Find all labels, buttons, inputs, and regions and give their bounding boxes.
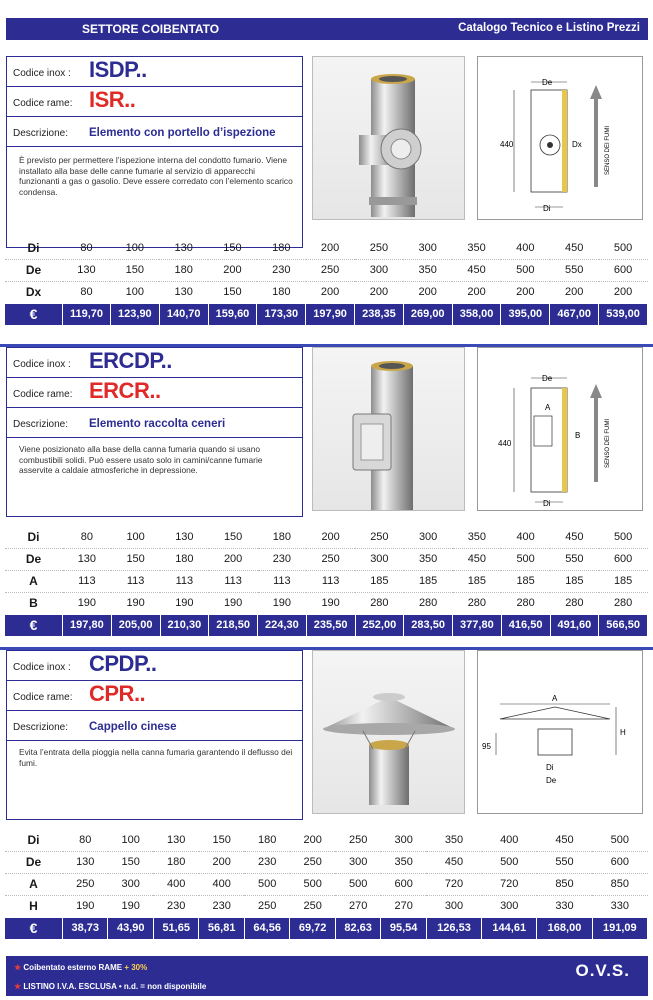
page-header xyxy=(6,18,648,40)
table-cell: 600 xyxy=(592,851,647,873)
inox-code-label: Codice inox : xyxy=(13,68,71,79)
table-cell: 200 xyxy=(209,548,258,570)
product-name: Elemento con portello d’ispezione xyxy=(89,127,276,139)
rame-code-value: ERCR.. xyxy=(89,378,161,403)
table-cell: 400 xyxy=(501,237,550,259)
table-cell: 80 xyxy=(63,829,108,851)
price-row xyxy=(5,614,648,636)
h-label: H xyxy=(620,728,626,737)
table-cell: 150 xyxy=(208,237,257,259)
di-label: Di xyxy=(543,499,551,508)
coibentato-surcharge: + 30% xyxy=(124,963,148,972)
dx-label: Dx xyxy=(572,140,582,149)
table-cell: 130 xyxy=(159,281,208,303)
description-row xyxy=(7,117,302,147)
table-cell: 230 xyxy=(244,851,289,873)
star-icon: ★ xyxy=(14,963,22,972)
table-cell: 300 xyxy=(426,895,481,917)
table-cell: 80 xyxy=(63,281,111,303)
table-cell: 350 xyxy=(381,851,426,873)
table-cell: 144,61 xyxy=(482,917,537,939)
technical-drawing-ercdp xyxy=(477,347,643,511)
dimension-row xyxy=(5,570,648,592)
table-cell: 250 xyxy=(355,237,404,259)
table-cell: 200 xyxy=(452,281,501,303)
dimension-row xyxy=(5,548,648,570)
dimension-row xyxy=(5,895,648,917)
inox-code-label: Codice inox : xyxy=(13,359,71,370)
table-cell: 850 xyxy=(592,873,647,895)
inox-code-label: Codice inox : xyxy=(13,662,71,673)
table-cell: 250 xyxy=(306,259,355,281)
table-cell: 190 xyxy=(63,895,108,917)
table-cell: 300 xyxy=(482,895,537,917)
table-cell: 150 xyxy=(111,548,160,570)
row-label: Di xyxy=(5,237,63,259)
rame-code-label: Codice rame: xyxy=(13,692,73,703)
di-label: Di xyxy=(543,204,551,213)
table-cell: 250 xyxy=(244,895,289,917)
table-cell: 400 xyxy=(153,873,198,895)
page-footer xyxy=(6,956,648,996)
rame-code-value: ISR.. xyxy=(89,87,136,112)
smoke-direction-label: SENSO DEI FUMI xyxy=(605,125,611,175)
table-cell: 395,00 xyxy=(501,303,550,325)
table-cell: 450 xyxy=(426,851,481,873)
table-cell: 100 xyxy=(110,281,159,303)
table-cell: 350 xyxy=(453,526,502,548)
table-cell: 467,00 xyxy=(550,303,599,325)
price-table-cpdp xyxy=(4,829,648,940)
table-cell: 450 xyxy=(550,237,599,259)
description-label: Descrizione: xyxy=(13,419,69,430)
table-cell: 185 xyxy=(404,570,453,592)
table-cell: 200 xyxy=(599,281,648,303)
table-cell: 197,90 xyxy=(306,303,355,325)
table-cell: 80 xyxy=(63,526,112,548)
table-cell: 123,90 xyxy=(110,303,159,325)
table-cell: 113 xyxy=(111,570,160,592)
table-cell: 56,81 xyxy=(199,917,244,939)
table-cell: 130 xyxy=(153,829,198,851)
table-cell: 491,60 xyxy=(550,614,599,636)
table-cell: 300 xyxy=(108,873,153,895)
dimension-row xyxy=(5,829,648,851)
table-cell: 235,50 xyxy=(306,614,355,636)
table-cell: 100 xyxy=(111,526,160,548)
table-cell: 180 xyxy=(153,851,198,873)
table-cell: 180 xyxy=(257,281,306,303)
product-description: Evita l’entrata della pioggia nella canna fumaria garantendo il deflusso dei fumi. xyxy=(19,747,293,768)
price-row xyxy=(5,917,648,939)
table-cell: 200 xyxy=(199,851,244,873)
table-cell: 100 xyxy=(108,829,153,851)
table-cell: 119,70 xyxy=(63,303,111,325)
table-cell: 250 xyxy=(306,548,355,570)
table-cell: 566,50 xyxy=(599,614,648,636)
table-cell: 300 xyxy=(355,259,404,281)
table-cell: 400 xyxy=(199,873,244,895)
table-cell: 113 xyxy=(63,570,112,592)
inox-code-value: ERCDP.. xyxy=(89,348,172,373)
row-label: A xyxy=(5,873,63,895)
table-cell: 350 xyxy=(452,237,501,259)
di-label: Di xyxy=(546,763,554,772)
table-cell: 191,09 xyxy=(592,917,647,939)
table-cell: 185 xyxy=(599,570,648,592)
table-cell: 720 xyxy=(426,873,481,895)
inox-code-row xyxy=(7,57,302,87)
dimension-row xyxy=(5,237,648,259)
table-cell: 400 xyxy=(482,829,537,851)
description-label: Descrizione: xyxy=(13,722,69,733)
description-row xyxy=(7,711,302,741)
product-codes-cpdp xyxy=(6,650,303,820)
table-cell: 200 xyxy=(550,281,599,303)
table-cell: 210,30 xyxy=(160,614,209,636)
table-cell: 185 xyxy=(550,570,599,592)
table-cell: 500 xyxy=(501,259,550,281)
a-label: A xyxy=(552,694,558,703)
listino-text: LISTINO I.V.A. ESCLUSA xyxy=(23,982,117,991)
table-cell: 190 xyxy=(160,592,209,614)
dimension-row xyxy=(5,526,648,548)
product-photo-cpdp xyxy=(312,650,465,814)
table-cell: 218,50 xyxy=(209,614,258,636)
table-cell: 500 xyxy=(501,548,550,570)
table-cell: 300 xyxy=(403,237,452,259)
table-cell: 95,54 xyxy=(381,917,426,939)
row-label: € xyxy=(5,303,63,325)
table-cell: 130 xyxy=(63,548,112,570)
inox-code-row xyxy=(7,348,302,378)
de-label: De xyxy=(546,776,557,785)
table-cell: 350 xyxy=(404,548,453,570)
rame-code-row xyxy=(7,681,302,711)
table-cell: 190 xyxy=(63,592,112,614)
table-cell: 126,53 xyxy=(426,917,481,939)
table-cell: 80 xyxy=(63,237,111,259)
table-cell: 197,80 xyxy=(63,614,112,636)
table-cell: 200 xyxy=(306,237,355,259)
rame-code-label: Codice rame: xyxy=(13,98,73,109)
dimension-row xyxy=(5,873,648,895)
row-label: A xyxy=(5,570,63,592)
table-cell: 350 xyxy=(403,259,452,281)
table-cell: 51,65 xyxy=(153,917,198,939)
table-cell: 190 xyxy=(108,895,153,917)
table-cell: 252,00 xyxy=(355,614,404,636)
table-cell: 130 xyxy=(63,851,108,873)
table-cell: 180 xyxy=(258,526,307,548)
table-cell: 200 xyxy=(355,281,404,303)
row-label: B xyxy=(5,592,63,614)
table-cell: 270 xyxy=(381,895,426,917)
rame-code-value: CPR.. xyxy=(89,681,146,706)
table-cell: 450 xyxy=(453,548,502,570)
table-cell: 180 xyxy=(257,237,306,259)
b-label: B xyxy=(575,431,581,440)
product-description: È previsto per permettere l’ispezione interna del condotto fumario. Viene installato alla base delle canne fumarie al servizio di apparecchi funzionanti a gas o gasolio. Deve essere corredato con l’elemento scarico condensa. xyxy=(19,155,293,197)
table-cell: 500 xyxy=(599,237,648,259)
table-cell: 250 xyxy=(63,873,108,895)
table-cell: 200 xyxy=(290,829,335,851)
table-cell: 130 xyxy=(159,237,208,259)
table-cell: 150 xyxy=(208,281,257,303)
row-label: H xyxy=(5,895,63,917)
sector-title: SETTORE COIBENTATO xyxy=(82,22,220,36)
table-cell: 230 xyxy=(153,895,198,917)
table-cell: 38,73 xyxy=(63,917,108,939)
table-cell: 190 xyxy=(111,592,160,614)
table-cell: 159,60 xyxy=(208,303,257,325)
table-cell: 150 xyxy=(209,526,258,548)
product-photo-isdp xyxy=(312,56,465,220)
product-description: Viene posizionato alla base della canna fumaria quando si usano combustibili solidi. Può essere usato solo in camini/canne fumarie asservite a caldaie atmosferiche in depressione. xyxy=(19,444,263,476)
table-cell: 280 xyxy=(501,592,550,614)
table-cell: 550 xyxy=(550,548,599,570)
table-cell: 82,63 xyxy=(335,917,380,939)
table-cell: 330 xyxy=(592,895,647,917)
table-cell: 330 xyxy=(537,895,592,917)
table-cell: 150 xyxy=(110,259,159,281)
inox-code-value: CPDP.. xyxy=(89,651,157,676)
row-label: € xyxy=(5,614,63,636)
inox-code-row xyxy=(7,651,302,681)
table-cell: 150 xyxy=(199,829,244,851)
technical-drawing-cpdp xyxy=(477,650,643,814)
table-cell: 113 xyxy=(306,570,355,592)
table-cell: 500 xyxy=(482,851,537,873)
row-label: Di xyxy=(5,526,63,548)
table-cell: 283,50 xyxy=(404,614,453,636)
table-cell: 238,35 xyxy=(355,303,404,325)
table-cell: 113 xyxy=(258,570,307,592)
inox-code-value: ISDP.. xyxy=(89,57,147,82)
row-label: De xyxy=(5,259,63,281)
table-cell: 100 xyxy=(110,237,159,259)
table-cell: 550 xyxy=(537,851,592,873)
height-label: 440 xyxy=(500,140,514,149)
coibentato-text: Coibentato esterno RAME xyxy=(23,963,123,972)
table-cell: 190 xyxy=(209,592,258,614)
table-cell: 205,00 xyxy=(111,614,160,636)
price-row xyxy=(5,303,648,325)
table-cell: 185 xyxy=(501,570,550,592)
table-cell: 200 xyxy=(306,281,355,303)
table-cell: 450 xyxy=(550,526,599,548)
row-label: De xyxy=(5,851,63,873)
table-cell: 280 xyxy=(404,592,453,614)
star-icon: ★ xyxy=(14,982,22,991)
brand-logo: O.V.S. xyxy=(575,961,630,980)
table-cell: 500 xyxy=(335,873,380,895)
table-cell: 300 xyxy=(381,829,426,851)
table-cell: 140,70 xyxy=(159,303,208,325)
rame-code-row xyxy=(7,378,302,408)
table-cell: 250 xyxy=(290,851,335,873)
table-cell: 130 xyxy=(160,526,209,548)
table-cell: 250 xyxy=(335,829,380,851)
catalog-title: Catalogo Tecnico e Listino Prezzi xyxy=(458,22,640,34)
table-cell: 300 xyxy=(335,851,380,873)
table-cell: 190 xyxy=(306,592,355,614)
product-name: Elemento raccolta ceneri xyxy=(89,418,226,430)
dimension-row xyxy=(5,851,648,873)
table-cell: 224,30 xyxy=(258,614,307,636)
a-label: A xyxy=(545,403,551,412)
dimension-row xyxy=(5,259,648,281)
table-cell: 600 xyxy=(599,259,648,281)
technical-drawing-isdp xyxy=(477,56,643,220)
rame-code-label: Codice rame: xyxy=(13,389,73,400)
table-cell: 168,00 xyxy=(537,917,592,939)
table-cell: 180 xyxy=(159,259,208,281)
table-cell: 500 xyxy=(592,829,647,851)
table-cell: 185 xyxy=(453,570,502,592)
description-label: Descrizione: xyxy=(13,128,69,139)
table-cell: 500 xyxy=(599,526,648,548)
table-cell: 720 xyxy=(482,873,537,895)
table-cell: 200 xyxy=(208,259,257,281)
table-cell: 64,56 xyxy=(244,917,289,939)
table-cell: 180 xyxy=(160,548,209,570)
table-cell: 450 xyxy=(452,259,501,281)
table-cell: 300 xyxy=(404,526,453,548)
de-label: De xyxy=(542,374,553,383)
coibentato-note xyxy=(14,963,147,972)
product-name: Cappello cinese xyxy=(89,721,177,733)
nd-text: • n.d. = non disponibile xyxy=(118,982,207,991)
table-cell: 113 xyxy=(209,570,258,592)
listino-note xyxy=(14,982,206,991)
table-cell: 500 xyxy=(244,873,289,895)
table-cell: 280 xyxy=(453,592,502,614)
table-cell: 173,30 xyxy=(257,303,306,325)
table-cell: 269,00 xyxy=(403,303,452,325)
table-cell: 185 xyxy=(355,570,404,592)
table-cell: 600 xyxy=(381,873,426,895)
table-cell: 200 xyxy=(306,526,355,548)
table-cell: 230 xyxy=(257,259,306,281)
table-cell: 69,72 xyxy=(290,917,335,939)
table-cell: 200 xyxy=(501,281,550,303)
table-cell: 113 xyxy=(160,570,209,592)
table-cell: 850 xyxy=(537,873,592,895)
table-cell: 280 xyxy=(355,592,404,614)
table-cell: 230 xyxy=(258,548,307,570)
rame-code-row xyxy=(7,87,302,117)
table-cell: 539,00 xyxy=(599,303,648,325)
price-table-isdp xyxy=(4,237,648,326)
table-cell: 500 xyxy=(290,873,335,895)
row-label: Dx xyxy=(5,281,63,303)
row-label: De xyxy=(5,548,63,570)
height-95-label: 95 xyxy=(482,742,491,751)
table-cell: 280 xyxy=(599,592,648,614)
table-cell: 450 xyxy=(537,829,592,851)
table-cell: 358,00 xyxy=(452,303,501,325)
smoke-direction-label: SENSO DEI FUMI xyxy=(605,418,611,468)
product-codes-ercdp xyxy=(6,347,303,517)
product-codes-isdp xyxy=(6,56,303,248)
table-cell: 43,90 xyxy=(108,917,153,939)
description-row xyxy=(7,408,302,438)
dimension-row xyxy=(5,281,648,303)
table-cell: 130 xyxy=(63,259,111,281)
dimension-row xyxy=(5,592,648,614)
table-cell: 230 xyxy=(199,895,244,917)
table-cell: 150 xyxy=(108,851,153,873)
table-cell: 250 xyxy=(355,526,404,548)
row-label: Di xyxy=(5,829,63,851)
table-cell: 416,50 xyxy=(501,614,550,636)
table-cell: 180 xyxy=(244,829,289,851)
table-cell: 190 xyxy=(258,592,307,614)
table-cell: 300 xyxy=(355,548,404,570)
product-photo-ercdp xyxy=(312,347,465,511)
table-cell: 550 xyxy=(550,259,599,281)
table-cell: 270 xyxy=(335,895,380,917)
height-label: 440 xyxy=(498,439,512,448)
price-table-ercdp xyxy=(4,526,648,637)
table-cell: 400 xyxy=(501,526,550,548)
de-label: De xyxy=(542,78,553,87)
table-cell: 280 xyxy=(550,592,599,614)
row-label: € xyxy=(5,917,63,939)
table-cell: 377,80 xyxy=(453,614,502,636)
table-cell: 250 xyxy=(290,895,335,917)
table-cell: 200 xyxy=(403,281,452,303)
table-cell: 350 xyxy=(426,829,481,851)
table-cell: 600 xyxy=(599,548,648,570)
